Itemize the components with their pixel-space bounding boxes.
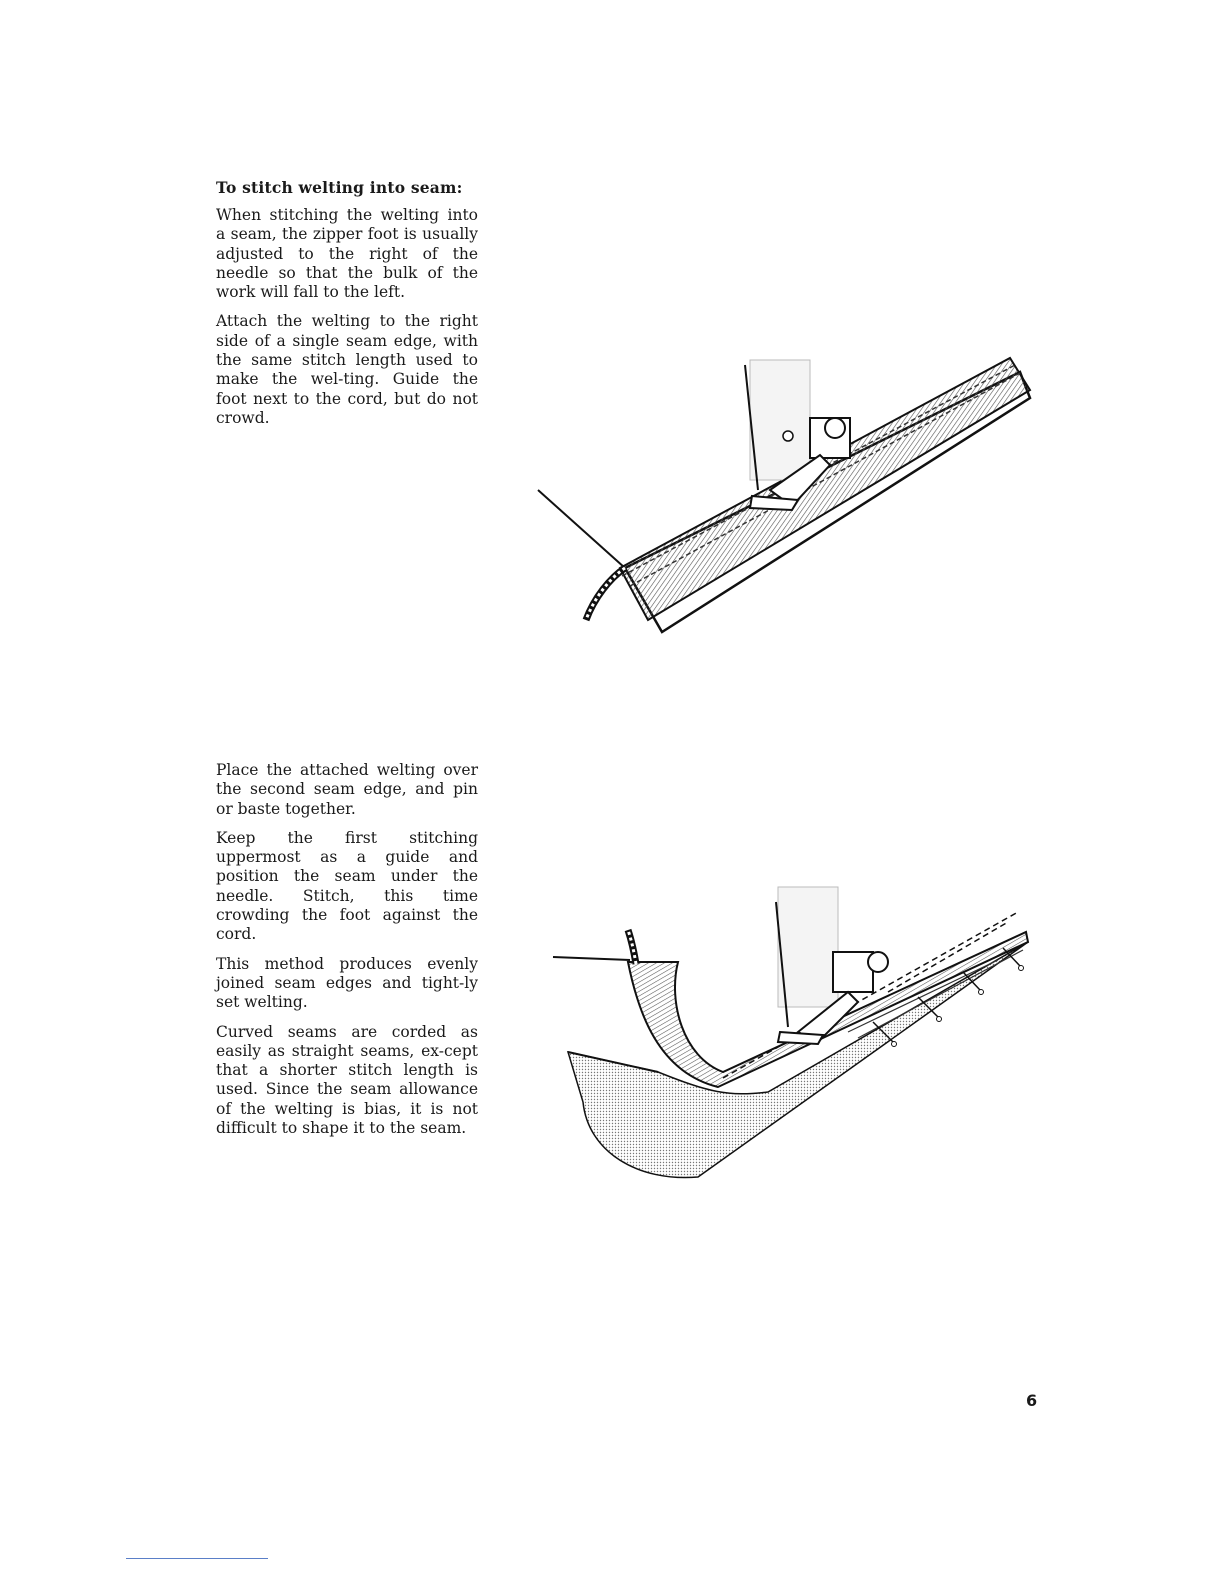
paragraph: Keep the first stitching uppermost as a guide and position the seam under the needle. Stitch, this time crowding the foot against the cord. — [216, 828, 478, 944]
text-column-1 — [216, 206, 478, 438]
footer-rule — [126, 1558, 268, 1559]
paragraph: Attach the welting to the right side of a single seam edge, with the same stitch length used to make the wel-ting. Guide the foot next to the cord, but do not crowd. — [216, 312, 478, 427]
curved-seam-welting-illustration — [548, 882, 1038, 1182]
paragraph: This method produces evenly joined seam edges and tight-ly set welting. — [216, 954, 478, 1012]
welting-strip — [620, 358, 1030, 620]
cord — [586, 568, 625, 620]
page-number: 6 — [1026, 1391, 1038, 1410]
text-column-2 — [216, 761, 478, 1148]
section-heading: To stitch welting into seam: — [216, 178, 463, 197]
straight-seam-welting-illustration — [530, 340, 1040, 640]
paragraph: Curved seams are corded as easily as straight seams, ex-cept that a shorter stitch length is used. Since the seam allowance of the welting is bias, it is not difficult to shape it to the seam. — [216, 1022, 478, 1138]
paragraph: When stitching the welting into a seam, the zipper foot is usually adjusted to the right of the needle so that the bulk of the work will fall to the left. — [216, 206, 478, 302]
paragraph: Place the attached welting over the second seam edge, and pin or baste together. — [216, 761, 478, 818]
cord — [628, 930, 636, 964]
